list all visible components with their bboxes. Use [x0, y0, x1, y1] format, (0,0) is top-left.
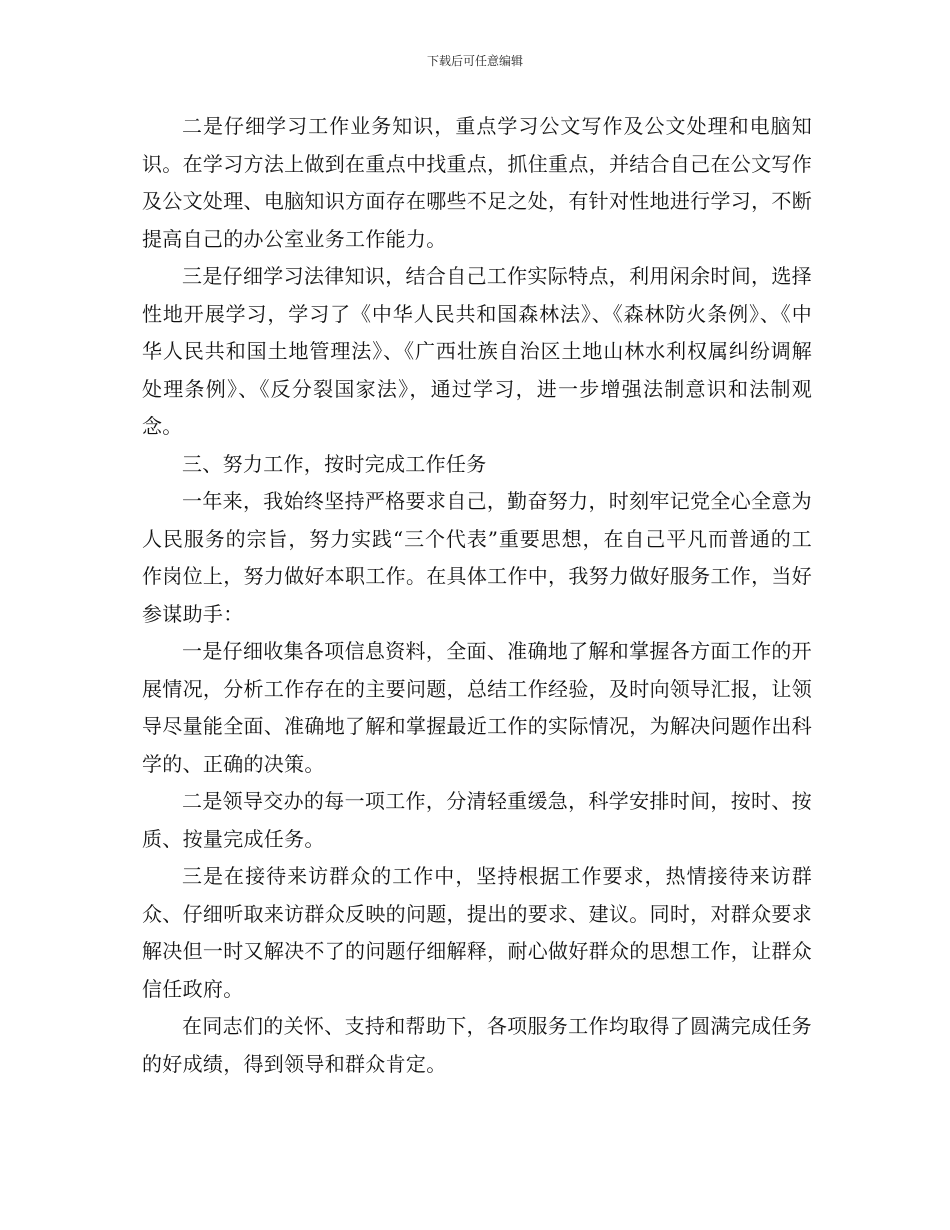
paragraph-study-law: 三是仔细学习法律知识，结合自己工作实际特点，利用闲余时间，选择性地开展学习，学习了《中华人民共和国森林法》、《森林防火条例》、《中华人民共和国土地管理法》、《广西壮族自治区土地山林水利权属纠纷调解处理条例》、《反分裂国家法》，通过学习，进一步增强法制意识和法制观念。 [142, 264, 812, 438]
paragraph-study-business: 二是仔细学习工作业务知识，重点学习公文写作及公文处理和电脑知识。在学习方法上做到在重点中找重点，抓住重点，并结合自己在公文写作及公文处理、电脑知识方面存在哪些不足之处，有针对性地进行学习，不断提高自己的办公室业务工作能力。 [142, 114, 812, 251]
section-heading-work: 三、努力工作，按时完成工作任务 [182, 451, 487, 476]
page-header-note: 下载后可任意编辑 [426, 54, 523, 68]
paragraph-receive-visitors: 三是在接待来访群众的工作中，坚持根据工作要求，热情接待来访群众、仔细听取来访群众反映的问题，提出的要求、建议。同时，对群众要求解决但一时又解决不了的问题仔细解释，耐心做好群众的思想工作，让群众信任政府。 [142, 864, 812, 1001]
paragraph-year-summary: 一年来，我始终坚持严格要求自己，勤奋努力，时刻牢记党全心全意为人民服务的宗旨，努力实践“三个代表”重要思想，在自己平凡而普通的工作岗位上，努力做好本职工作。在具体工作中，我努力做好服务工作，当好参谋助手： [142, 489, 812, 626]
document-body [142, 108, 812, 1083]
paragraph-conclusion: 在同志们的关怀、支持和帮助下，各项服务工作均取得了圆满完成任务的好成绩，得到领导和群众肯定。 [142, 1014, 812, 1076]
paragraph-leader-tasks: 二是领导交办的每一项工作，分清轻重缓急，科学安排时间，按时、按质、按量完成任务。 [142, 789, 812, 851]
paragraph-collect-info: 一是仔细收集各项信息资料，全面、准确地了解和掌握各方面工作的开展情况，分析工作存在的主要问题，总结工作经验，及时向领导汇报，让领导尽量能全面、准确地了解和掌握最近工作的实际情况，为解决问题作出科学的、正确的决策。 [142, 639, 812, 776]
